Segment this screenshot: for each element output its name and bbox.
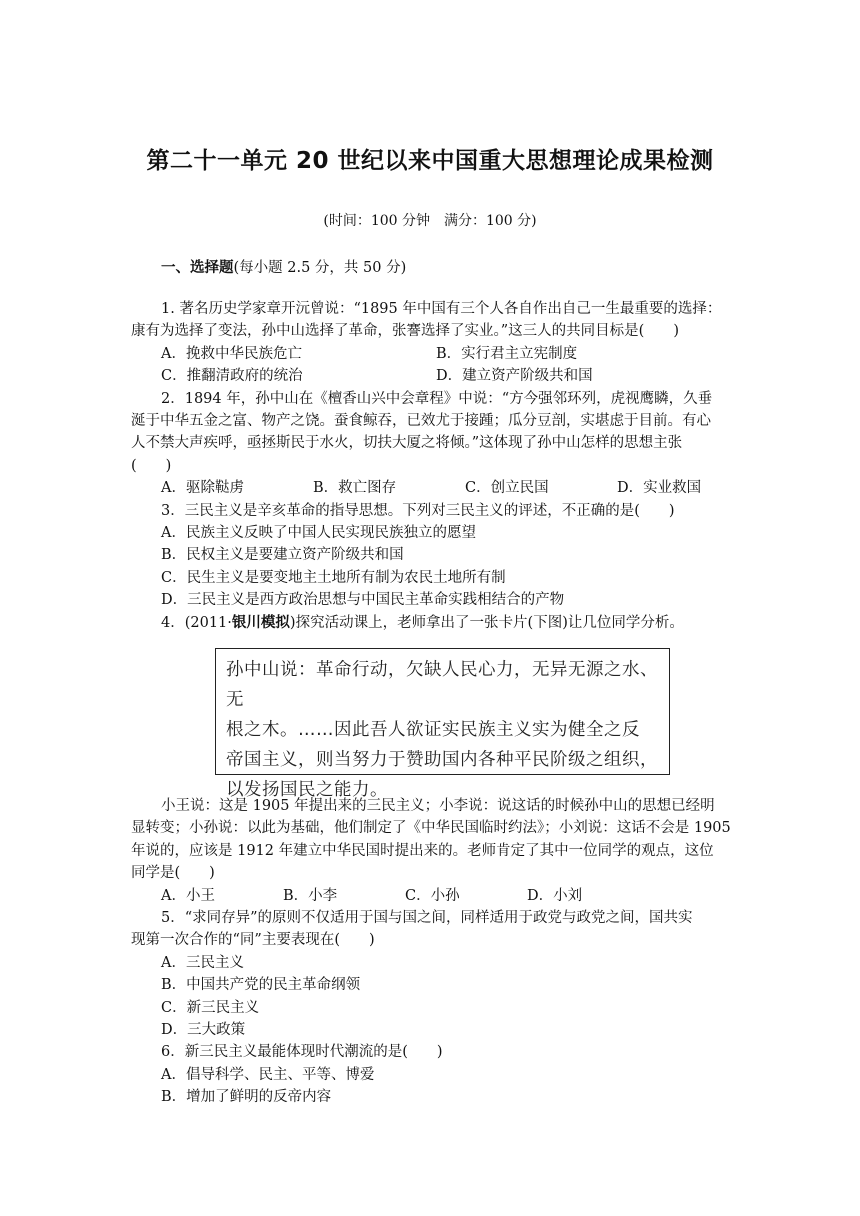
- q4-follow-line: 小王说：这是 1905 年提出来的三民主义；小李说：说这话的时候孙中山的思想已经明: [161, 798, 715, 814]
- q3-option-a: A．民族主义反映了中国人民实现民族独立的愿望: [161, 525, 476, 542]
- q6-stem: 6．新三民主义最能体现时代潮流的是( ): [161, 1044, 443, 1061]
- questions-block-2: [131, 795, 731, 1109]
- q2-stem-line: ( ): [131, 457, 172, 474]
- q4-options-row: [131, 885, 731, 907]
- section-note: (每小题 2.5 分，共 50 分): [233, 260, 407, 276]
- card-line: 孙中山说：革命行动，欠缺人民心力，无异无源之水、无: [226, 660, 658, 710]
- card-line: 帝国主义，则当努力于赞助国内各种平民阶级之组织，: [226, 750, 658, 770]
- q3-option-c: C．民生主义是要变地主土地所有制为农民土地所有制: [161, 569, 506, 586]
- q4-option-b: B．小李: [283, 887, 338, 904]
- q3-option-d: D．三民主义是西方政治思想与中国民主革命实践相结合的产物: [161, 592, 565, 609]
- section-heading: [161, 256, 406, 277]
- q2-stem-line: 人不禁大声疾呼，亟拯斯民于水火，切扶大厦之将倾。”这体现了孙中山怎样的思想主张: [131, 435, 683, 452]
- q4-source: 银川模拟: [231, 614, 290, 631]
- q1-option-d: D．建立资产阶级共和国: [436, 368, 593, 385]
- exam-info: (时间：100 分钟 满分：100 分): [323, 213, 537, 229]
- q5-option-a: A．三民主义: [161, 954, 244, 971]
- q2-stem-line: 2．1894 年，孙中山在《檀香山兴中会章程》中说：“方今强邻环列，虎视鹰瞵，久垂: [161, 390, 713, 407]
- q1-options-row: [131, 343, 731, 365]
- q2-stem-line: 涎于中华五金之富、物产之饶。蚕食鲸吞，已效尤于接踵；瓜分豆剖，实堪虑于目前。有心: [131, 413, 711, 430]
- document-title: 第二十一单元 20 世纪以来中国重大思想理论成果检测: [146, 148, 714, 174]
- q4-follow-line: 显转变；小孙说：以此为基础，他们制定了《中华民国临时约法》；小刘说：这话不会是 1905: [131, 820, 731, 837]
- q1-options-row: [131, 365, 731, 387]
- q2-option-b: B．救亡图存: [313, 480, 397, 497]
- card-line: 根之木。……因此吾人欲证实民族主义实为健全之反: [226, 720, 640, 740]
- section-title: 一、选择题: [161, 260, 234, 276]
- q4-option-a: A．小王: [161, 887, 215, 904]
- q5-stem-line: 现第一次合作的“同”主要表现在( ): [131, 932, 375, 949]
- q4-option-c: C．小孙: [405, 887, 460, 904]
- q2-option-d: D．实业救国: [617, 480, 702, 497]
- q4-follow-line: 同学是( ): [131, 865, 215, 882]
- q5-option-c: C．新三民主义: [161, 999, 260, 1016]
- q3-option-b: B．民权主义是要建立资产阶级共和国: [161, 547, 404, 564]
- q1-option-c: C．推翻清政府的统治: [161, 368, 303, 385]
- q1-option-a: A．挽救中华民族危亡: [161, 345, 302, 362]
- q3-stem: 3．三民主义是辛亥革命的指导思想。下列对三民主义的评述，不正确的是( ): [161, 502, 675, 519]
- q2-options-row: [131, 477, 731, 499]
- q6-option-b: B．增加了鲜明的反帝内容: [161, 1089, 332, 1106]
- card-line: 以发扬国民之能力。: [226, 780, 388, 800]
- q5-option-d: D．三大政策: [161, 1022, 246, 1039]
- q2-option-c: C．创立民国: [465, 480, 549, 497]
- q4-stem-rest: )探究活动课上，老师拿出了一张卡片(下图)让几位同学分析。: [289, 614, 684, 631]
- q5-option-b: B．中国共产党的民主革命纲领: [161, 977, 361, 994]
- q4-stem: [131, 612, 731, 634]
- q1-stem-line: 康有为选择了变法，孙中山选择了革命，张謇选择了实业。”这三人的共同目标是( ): [131, 323, 679, 340]
- q1-stem-line: 1. 著名历史学家章开沅曾说：“1895 年中国有三个人各自作出自己一生最重要的选择：: [161, 301, 722, 317]
- quote-card: [215, 648, 670, 800]
- q5-stem-line: 5．“求同存异”的原则不仅适用于国与国之间，同样适用于政党与政党之间，国共实: [161, 910, 693, 927]
- q4-follow-line: 年说的，应该是 1912 年建立中华民国时提出来的。老师肯定了其中一位同学的观点，这位: [131, 842, 714, 859]
- q6-option-a: A．倡导科学、民主、平等、博爱: [161, 1066, 375, 1083]
- q4-option-d: D．小刘: [527, 887, 583, 904]
- q4-prefix: 4．(2011·: [161, 614, 232, 631]
- q1-option-b: B．实行君主立宪制度: [436, 345, 578, 362]
- q2-option-a: A．驱除鞑虏: [161, 480, 244, 497]
- questions-block-1: [131, 298, 731, 634]
